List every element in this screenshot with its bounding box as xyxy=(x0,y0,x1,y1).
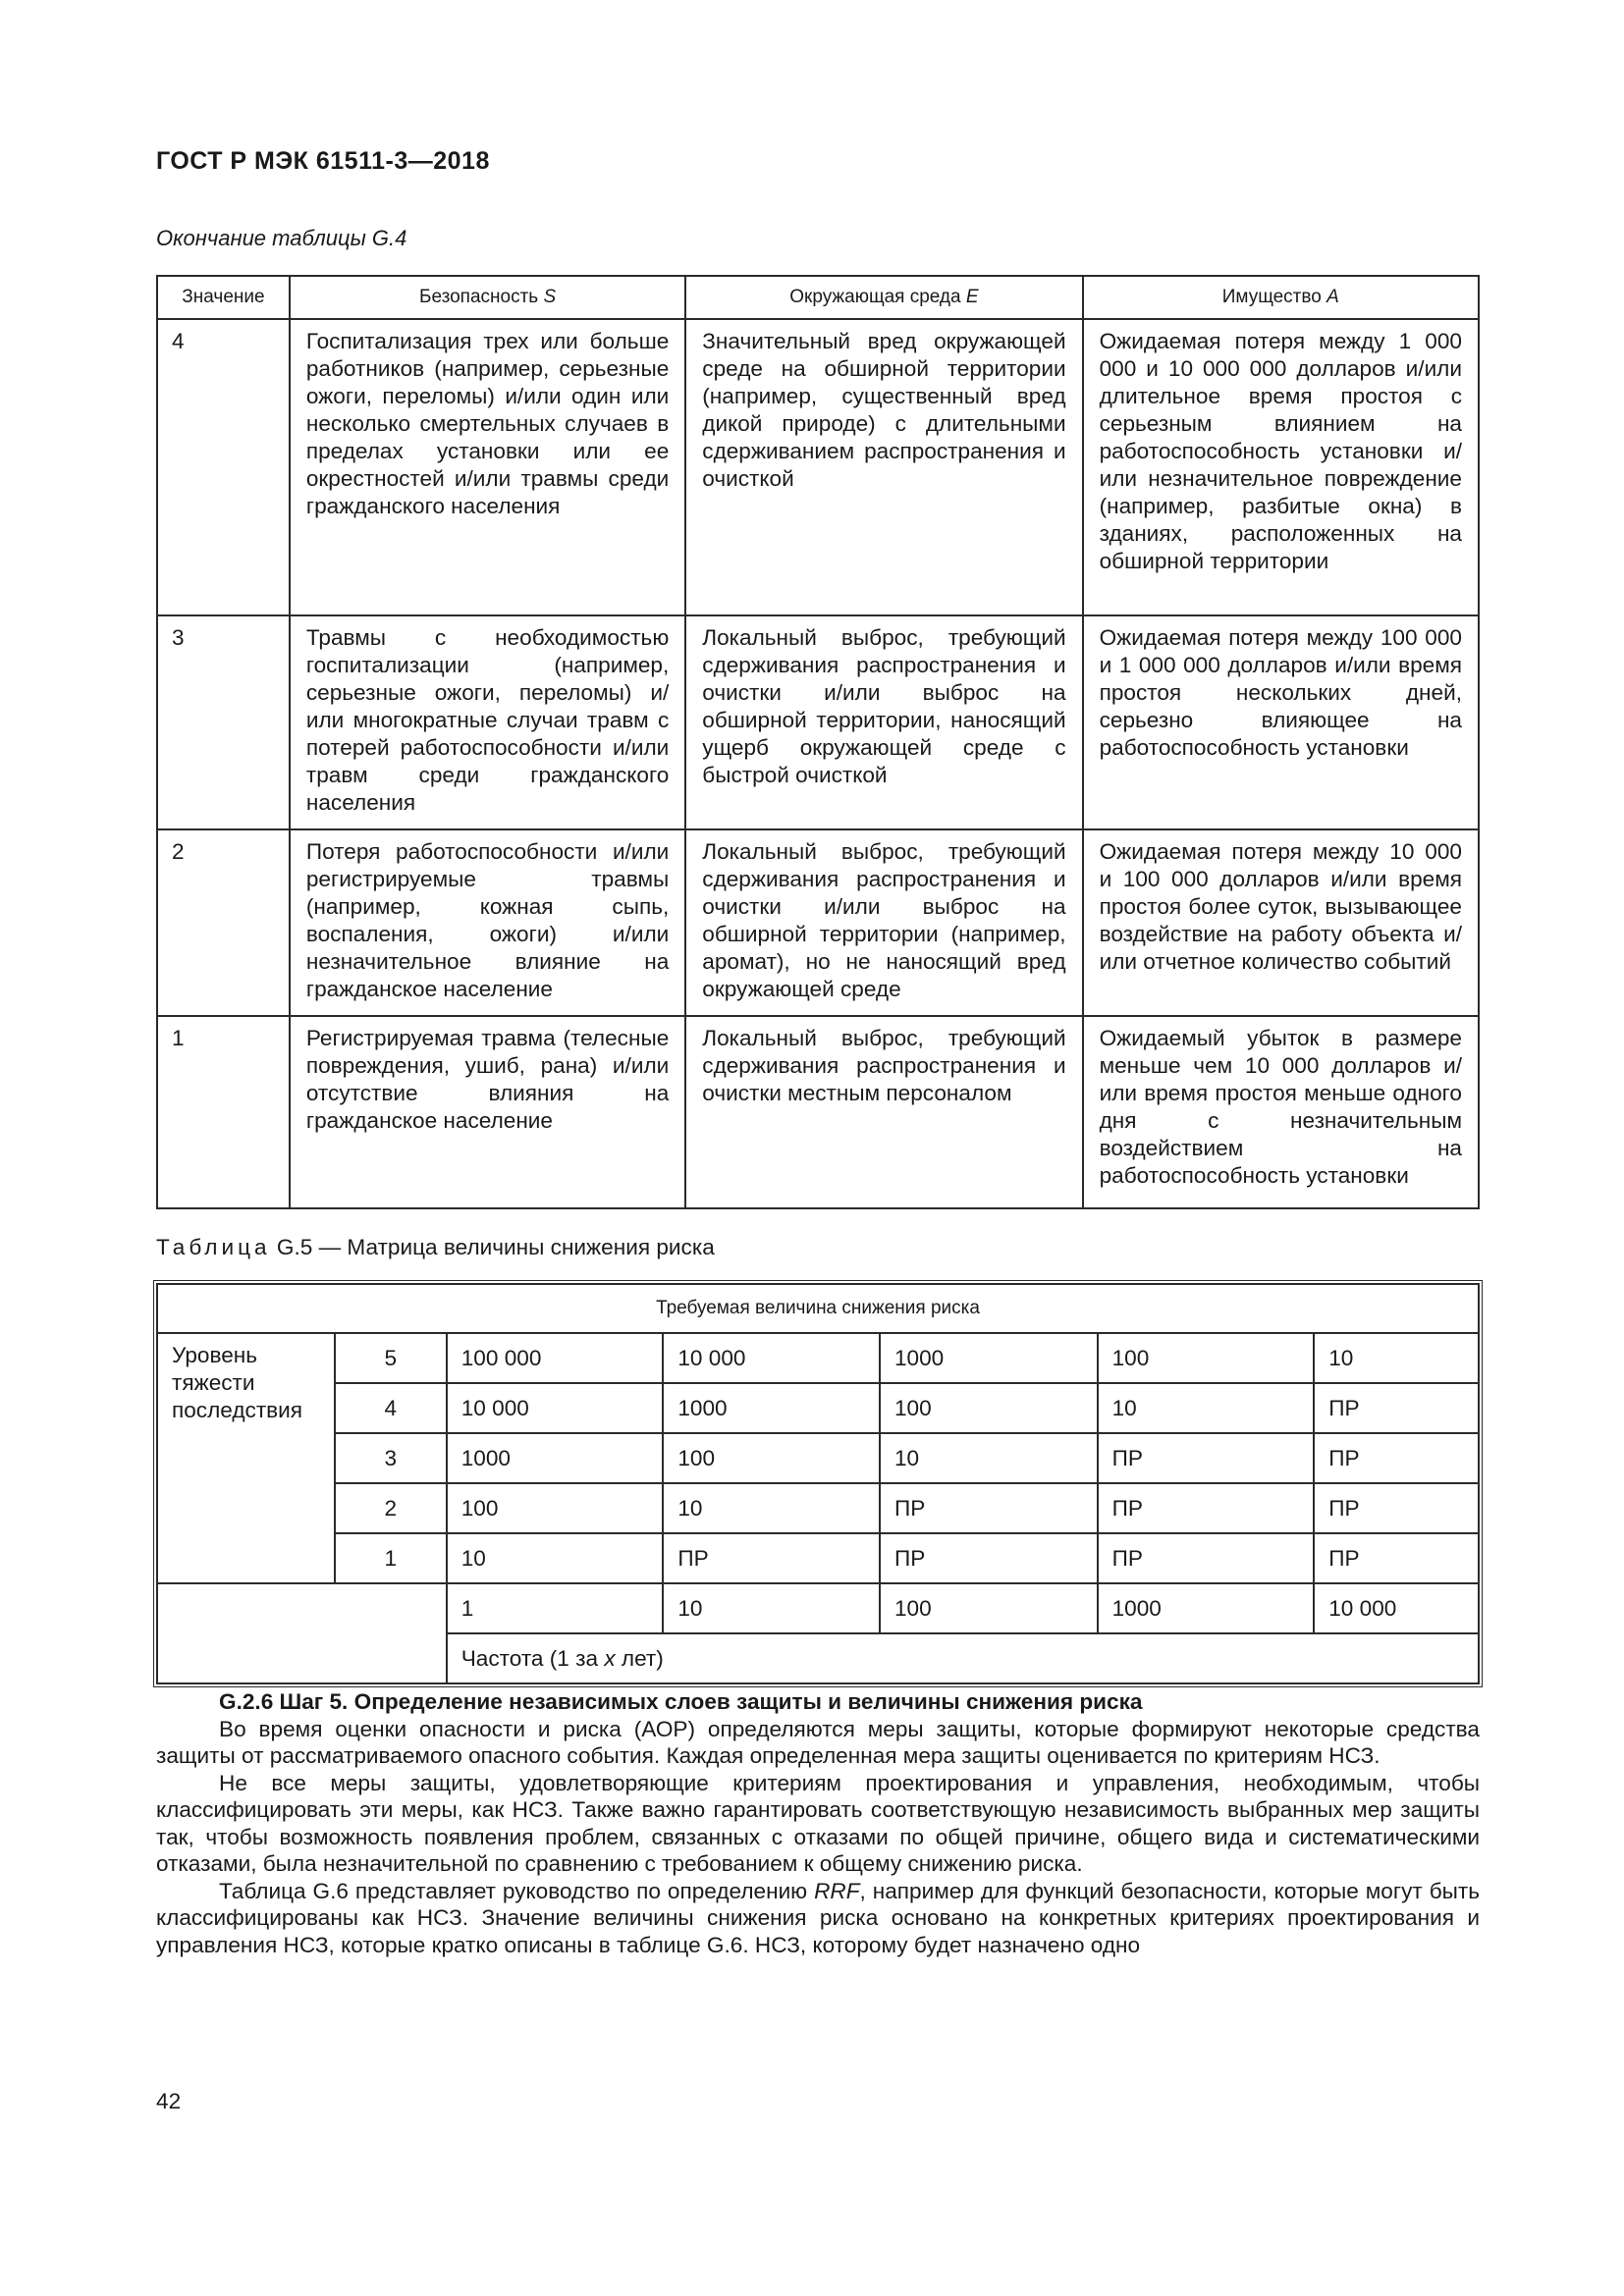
safety-cell: Регистрируемая травма (телесные повреждения, ушиб, рана) и/или отсутствие влияния на гражданское население xyxy=(290,1016,685,1208)
frequency-label xyxy=(447,1633,1479,1683)
paragraph xyxy=(156,1878,1480,1959)
safety-cell: Потеря работоспособности и/или регистрируемые травмы (например, кожная сыпь, воспаления, ожоги) и/или незначительное влияние на гражданское население xyxy=(290,829,685,1016)
matrix-cell: ПР xyxy=(1098,1483,1315,1533)
asset-cell: Ожидаемая потеря между 100 000 и 1 000 000 долларов и/или время простоя нескольких дней, серьезно влияющее на работоспособность установки xyxy=(1083,615,1479,829)
matrix-cell: ПР xyxy=(1314,1533,1479,1583)
severity-level: 1 xyxy=(335,1533,447,1583)
value-cell: 2 xyxy=(157,829,290,1016)
matrix-cell: ПР xyxy=(663,1533,880,1583)
table-row xyxy=(157,829,1479,1016)
safety-cell: Госпитализация трех или больше работников (например, серьезные ожоги, переломы) и/или один или несколько смертельных случаев в пределах установки или ее окрестностей и/или травмы среди гражданского населения xyxy=(290,319,685,615)
asset-cell: Ожидаемая потеря между 10 000 и 100 000 долларов и/или время простоя более суток, вызывающее воздействие на работу объекта и/или отчетное количество событий xyxy=(1083,829,1479,1016)
matrix-cell: 10 xyxy=(663,1483,880,1533)
table-row xyxy=(157,615,1479,829)
matrix-cell: ПР xyxy=(1314,1433,1479,1483)
paragraph-part: , например для функций безопасности, которые могут быть классифицированы как НСЗ. Значение величины снижения риска основано на конкретных критериях проектирования и управления НСЗ, которые кратко описаны в таблице G.6. НСЗ, которому будет назначено одно xyxy=(156,1878,1480,1957)
column-variable-symbol: A xyxy=(1326,287,1339,307)
matrix-cell: ПР xyxy=(1314,1383,1479,1433)
matrix-cell: ПР xyxy=(880,1483,1098,1533)
table-row xyxy=(157,1533,1479,1583)
frequency-value: 1000 xyxy=(1098,1583,1315,1633)
column-header-environment: Окружающая среда E xyxy=(685,276,1082,319)
severity-level: 4 xyxy=(335,1383,447,1433)
matrix-cell: 100 000 xyxy=(447,1333,664,1383)
empty-corner-cell xyxy=(157,1583,447,1683)
matrix-cell: 10 xyxy=(880,1433,1098,1483)
asset-cell: Ожидаемая потеря между 1 000 000 и 10 000 000 долларов и/или длительное время простоя с серьезным влиянием на работоспособность установки и/или незначительное повреждение (например, разбитые окна) в зданиях, расположенных на обширной территории xyxy=(1083,319,1479,615)
section-heading: G.2.6 Шаг 5. Определение независимых слоев защиты и величины снижения риска xyxy=(219,1689,1143,1714)
matrix-cell: ПР xyxy=(1314,1483,1479,1533)
frequency-value: 100 xyxy=(880,1583,1098,1633)
table-g5-caption-prefix: Таблица xyxy=(156,1235,271,1259)
matrix-cell: 1000 xyxy=(663,1383,880,1433)
paragraph: Во время оценки опасности и риска (АОР) определяются меры защиты, которые формируют некоторые средства защиты от рассматриваемого опасного события. Каждая определенная мера защиты оценивается по критериям НСЗ. xyxy=(156,1716,1480,1768)
matrix-cell: 100 xyxy=(1098,1333,1315,1383)
frequency-label-x: x xyxy=(604,1645,616,1671)
column-header-value: Значение xyxy=(157,276,290,319)
matrix-cell: ПР xyxy=(1098,1433,1315,1483)
matrix-cell: 10 xyxy=(1098,1383,1315,1433)
severity-label: Уровень тяжести последствия xyxy=(157,1333,335,1583)
section-body xyxy=(156,1688,1480,1958)
table-header-row xyxy=(157,276,1479,319)
required-reduction-header: Требуемая величина снижения риска xyxy=(157,1284,1479,1333)
table-g5-caption-title: G.5 — Матрица величины снижения риска xyxy=(270,1235,715,1259)
frequency-row xyxy=(157,1583,1479,1633)
value-cell: 1 xyxy=(157,1016,290,1208)
matrix-cell: 10 000 xyxy=(663,1333,880,1383)
severity-level: 2 xyxy=(335,1483,447,1533)
table-row xyxy=(157,1016,1479,1208)
value-cell: 4 xyxy=(157,319,290,615)
table-g5-caption xyxy=(156,1235,715,1260)
table-g4-caption: Окончание таблицы G.4 xyxy=(156,226,407,250)
rrf-term: RRF xyxy=(814,1878,860,1903)
table-row xyxy=(157,1383,1479,1433)
matrix-cell: 100 xyxy=(447,1483,664,1533)
table-row xyxy=(157,319,1479,615)
table-row xyxy=(157,1483,1479,1533)
matrix-cell: 10 xyxy=(447,1533,664,1583)
matrix-cell: 1000 xyxy=(880,1333,1098,1383)
environment-cell: Локальный выброс, требующий сдерживания распространения и очистки и/или выброс на обширной территории, наносящий ущерб окружающей среде с быстрой очисткой xyxy=(685,615,1082,829)
frequency-value: 10 xyxy=(663,1583,880,1633)
matrix-cell: ПР xyxy=(880,1533,1098,1583)
severity-level: 5 xyxy=(335,1333,447,1383)
column-header-asset: Имущество A xyxy=(1083,276,1479,319)
table-g5-header-row xyxy=(157,1284,1479,1333)
paragraph: Не все меры защиты, удовлетворяющие критериям проектирования и управления, необходимым, чтобы классифицировать эти меры, как НСЗ. Также важно гарантировать соответствующую независимость выбранных мер защиты так, чтобы возможность появления проблем, связанных с отказами по общей причине, общего вида и систематическими отказами, была незначительной по сравнению с требованием к общему снижению риска. xyxy=(156,1770,1480,1876)
table-g4 xyxy=(156,275,1480,1209)
matrix-cell: 10 xyxy=(1314,1333,1479,1383)
matrix-cell: 100 xyxy=(880,1383,1098,1433)
value-cell: 3 xyxy=(157,615,290,829)
column-header-safety-text: Безопасность S xyxy=(418,287,557,307)
table-row xyxy=(157,1333,1479,1383)
matrix-cell: 10 000 xyxy=(447,1383,664,1433)
table-row xyxy=(157,1433,1479,1483)
safety-cell: Травмы с необходимостью госпитализации (например, серьезные ожоги, переломы) и/или многократные случаи травм с потерей работоспособности и/или травм среди гражданского населения xyxy=(290,615,685,829)
frequency-label-a: Частота (1 за xyxy=(460,1645,605,1671)
matrix-cell: ПР xyxy=(1098,1533,1315,1583)
environment-cell: Локальный выброс, требующий сдерживания распространения и очистки и/или выброс на обширной территории (например, аромат), но не наносящий вред окружающей среде xyxy=(685,829,1082,1016)
frequency-value: 10 000 xyxy=(1314,1583,1479,1633)
table-g5 xyxy=(156,1283,1480,1684)
matrix-cell: 100 xyxy=(663,1433,880,1483)
asset-cell: Ожидаемый убыток в размере меньше чем 10 000 долларов и/или время простоя меньше одного дня с незначительным воздействием на работоспособность установки xyxy=(1083,1016,1479,1208)
page-number: 42 xyxy=(156,2089,182,2113)
matrix-cell: 1000 xyxy=(447,1433,664,1483)
severity-level: 3 xyxy=(335,1433,447,1483)
paragraph-part: Таблица G.6 представляет руководство по определению xyxy=(219,1878,815,1903)
column-header-safety xyxy=(290,276,685,319)
environment-cell: Локальный выброс, требующий сдерживания распространения и очистки местным персоналом xyxy=(685,1016,1082,1208)
frequency-label-b: лет) xyxy=(615,1645,664,1671)
column-variable-symbol: S xyxy=(543,287,557,307)
frequency-value: 1 xyxy=(447,1583,664,1633)
environment-cell: Значительный вред окружающей среде на обширной территории (например, существенный вред дикой природе) с длительными сдерживанием распространения и очисткой xyxy=(685,319,1082,615)
column-variable-symbol: E xyxy=(965,287,979,307)
document-header: ГОСТ Р МЭК 61511-3—2018 xyxy=(156,147,490,175)
